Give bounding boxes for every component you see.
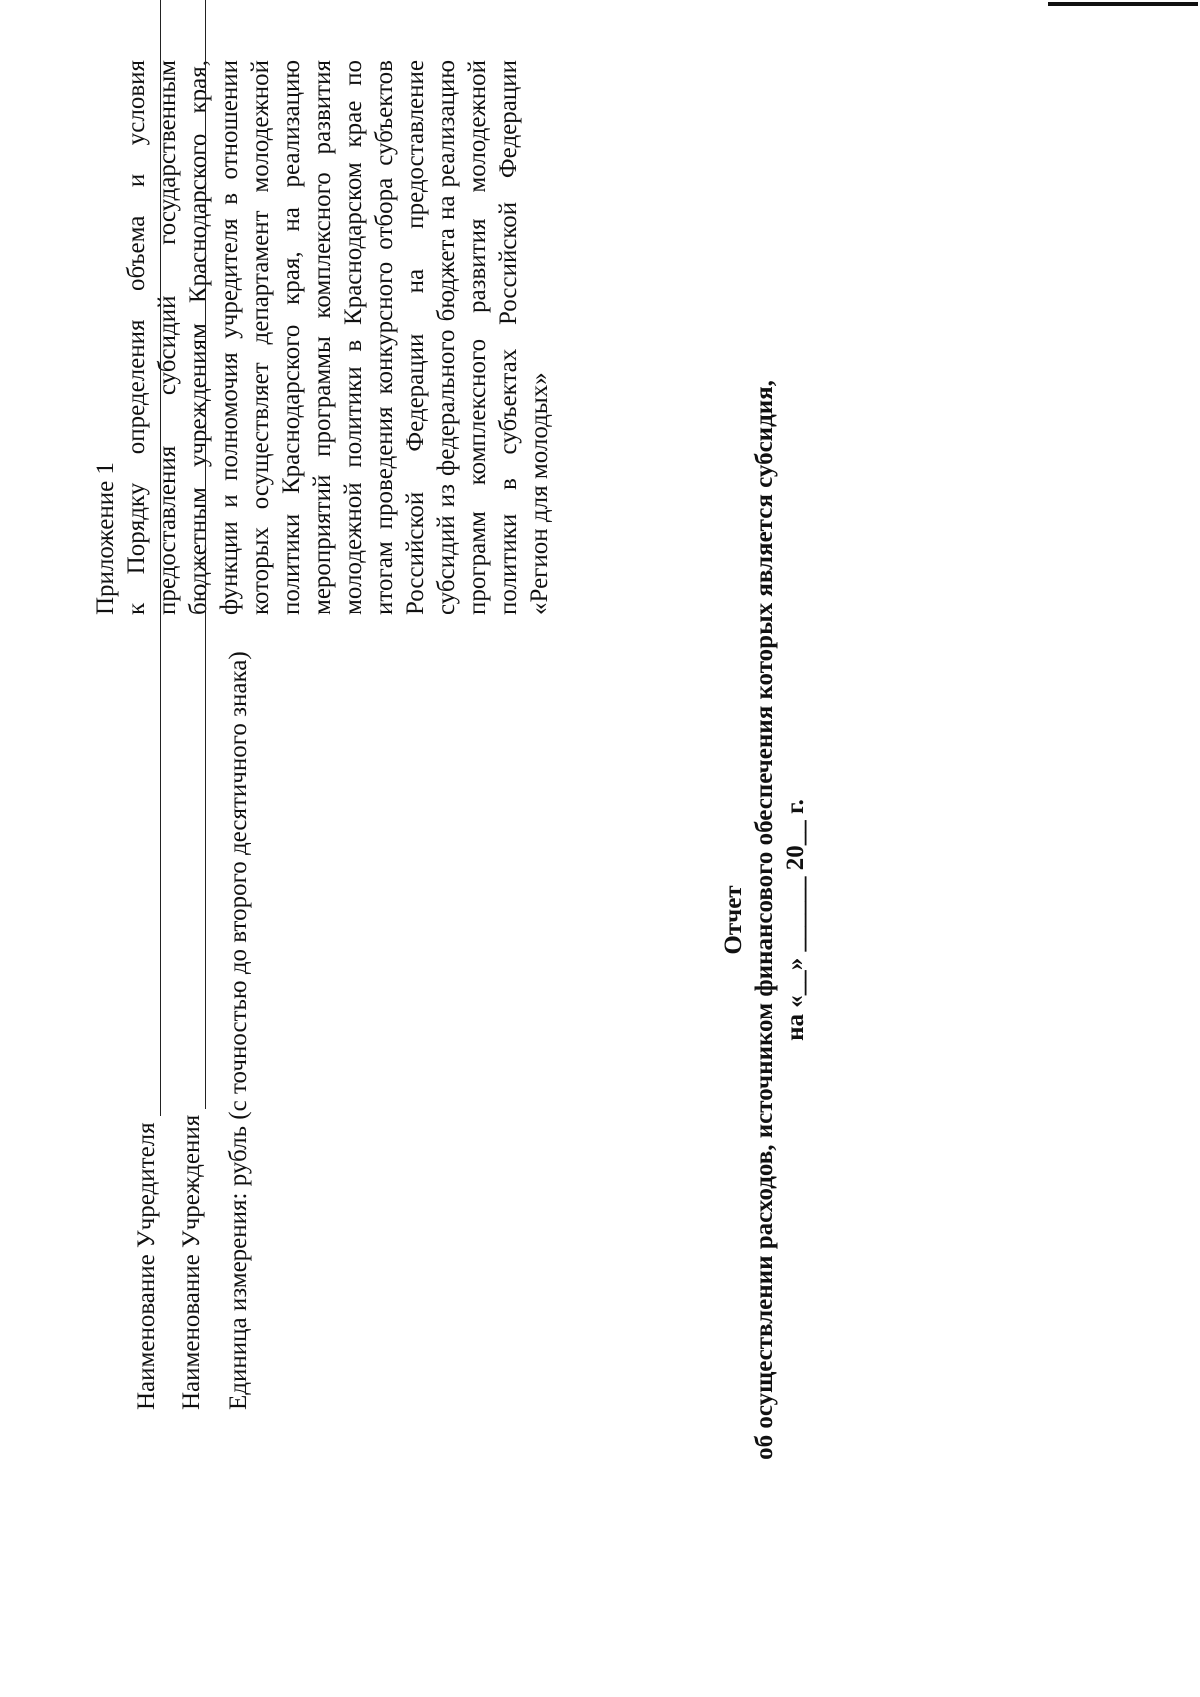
institution-field — [178, 0, 206, 1410]
founder-label: Наименование Учредителя — [133, 1122, 160, 1410]
header-rule — [1048, 2, 1198, 6]
appendix-text: к Порядку определения объема и условия предоставления субсидий государственным бюджетным учреждениям Краснодарского края, функции и полномочия учредителя в отношении которых осуществляет департамент молодежной политики Краснодарского края, на реализацию мероприятий программы комплексного развития молодежной политики в Краснодарском крае по итогам проведения конкурсного отбора субъектов Российской Федерации на предоставление субсидий из федерального бюджета на реализацию программ комплексного развития молодежной политики в субъектах Российской Федерации «Регион для молодых» — [123, 60, 553, 615]
report-title: Отчет — [720, 885, 747, 955]
report-subtitle: об осуществлении расходов, источником финансового обеспечения которых является субсидия, — [751, 380, 778, 1460]
rotated-content — [0, 40, 1200, 1660]
appendix-title: Приложение 1 — [92, 462, 119, 615]
unit-field — [225, 651, 253, 1410]
report-date-line: на «__» ______ 20__ г. — [782, 799, 809, 1041]
report-header — [718, 300, 811, 1540]
founder-field — [133, 0, 161, 1410]
founder-blank-line[interactable] — [138, 0, 161, 1116]
institution-blank-line[interactable] — [183, 0, 206, 1109]
unit-label: Единица измерения: рубль (с точностью до второго десятичного знака) — [225, 651, 252, 1410]
institution-label: Наименование Учреждения — [178, 1114, 205, 1410]
